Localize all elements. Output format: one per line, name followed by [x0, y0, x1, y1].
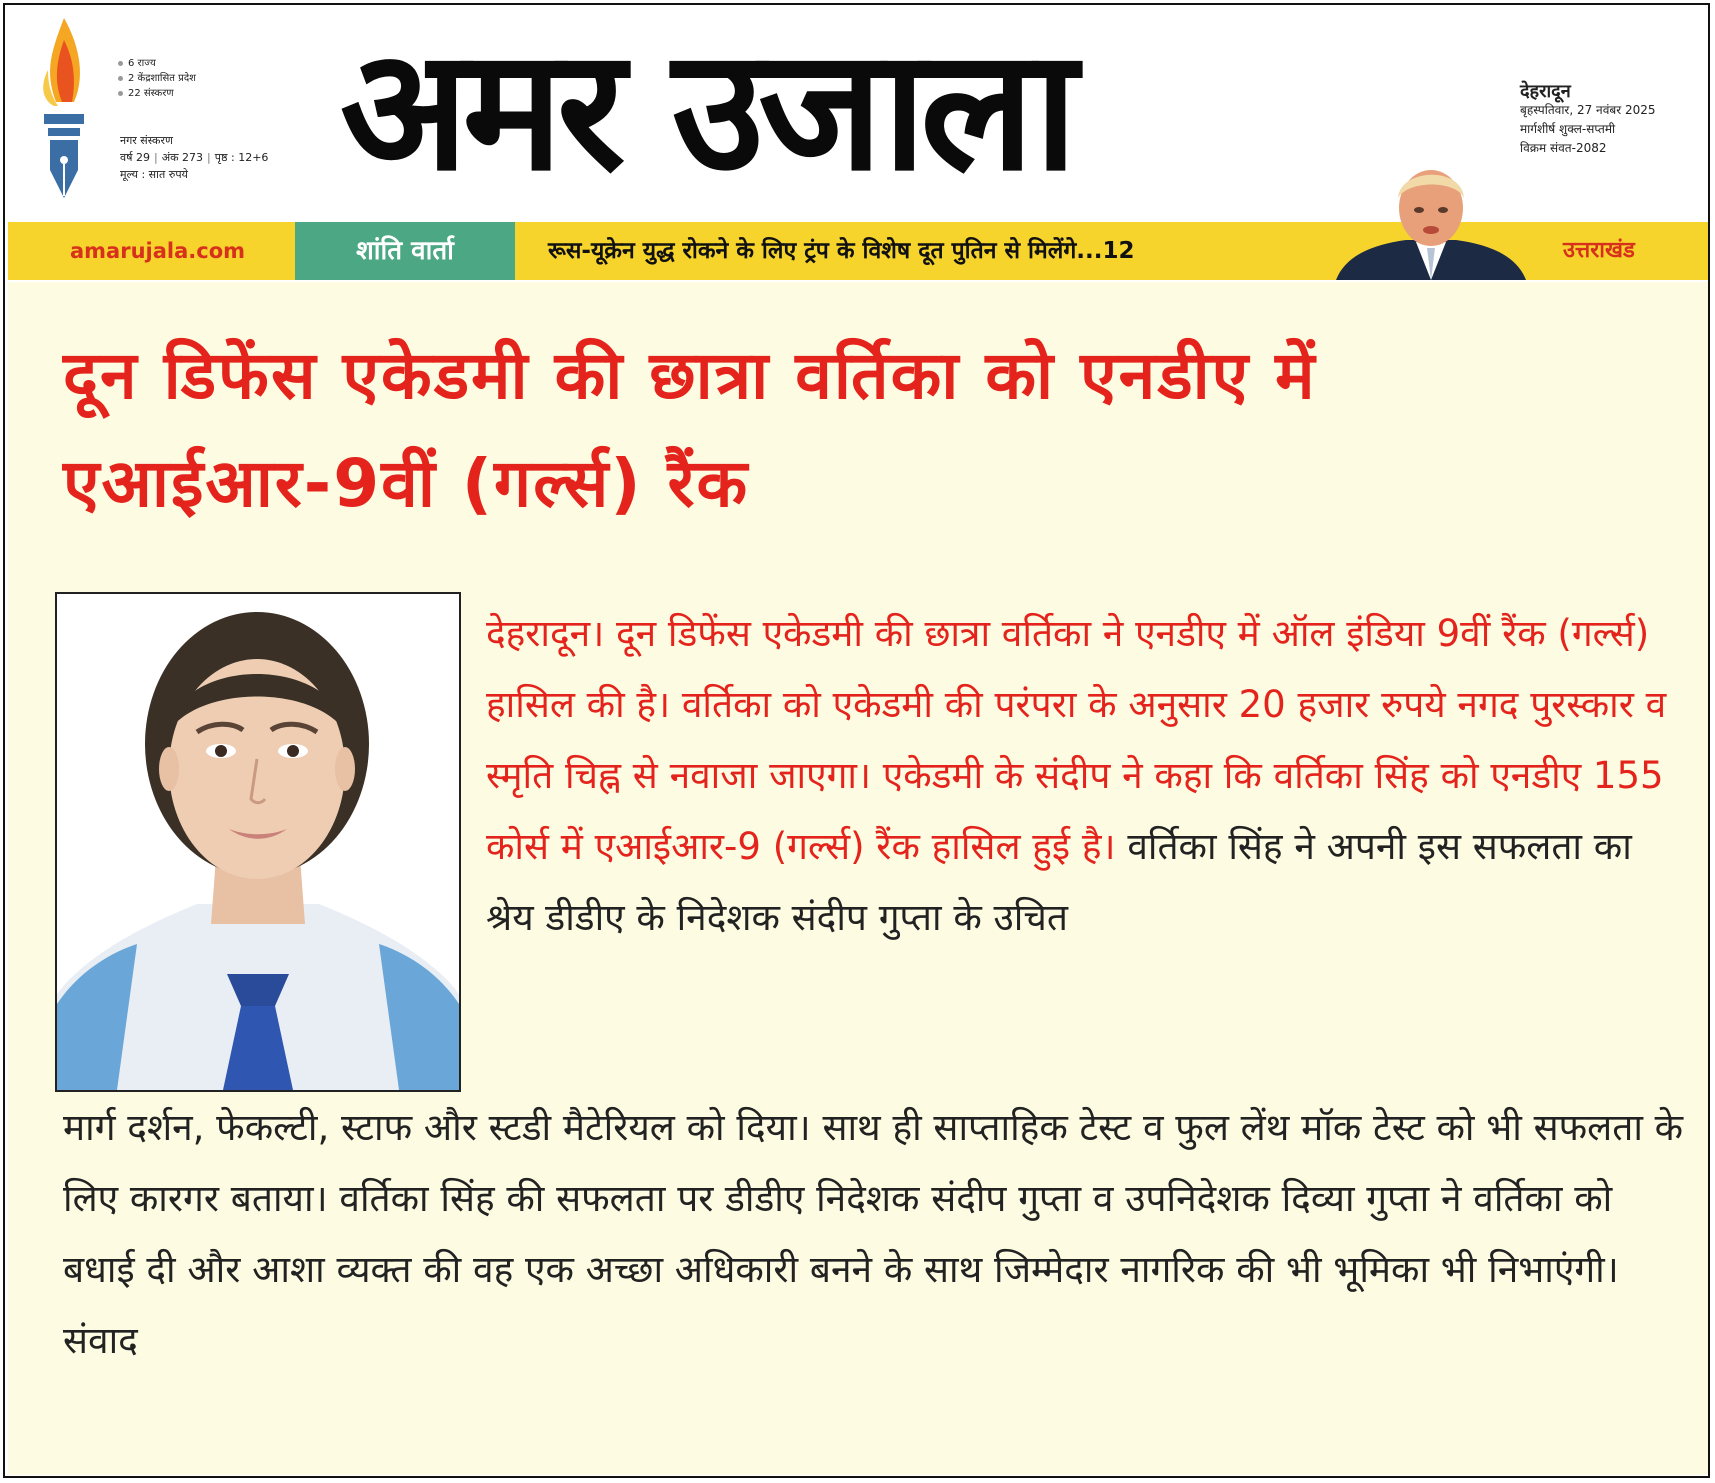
coverage-item: 2 केंद्रशासित प्रदेश: [128, 73, 196, 84]
city: देहरादून: [1520, 81, 1571, 102]
newspaper-title: अमर उजाला: [340, 12, 1072, 208]
dateline: [1520, 82, 1656, 158]
samvat: विक्रम संवत-2082: [1520, 141, 1607, 155]
article-body-bottom: मार्ग दर्शन, फेकल्टी, स्टाफ और स्टडी मैटेरियल को दिया। साथ ही साप्ताहिक टेस्ट व फुल लेंथ मॉक टेस्ट को भी सफलता के लिए कारगर बताया। वर्तिका सिंह की सफलता पर डीडीए निदेशक संदीप गुप्ता व उपनिदेशक दिव्या गुप्ता ने वर्तिका को बधाई दी और आशा व्यक्त की वह एक अच्छा अधिकारी बनने के साथ जिम्मेदार नागरिक की भी भूमिका भी निभाएंगी। संवाद: [63, 1106, 1684, 1362]
region-label: उत्तराखंड: [1563, 238, 1635, 263]
website-link[interactable]: amarujala.com: [70, 239, 246, 263]
issue: अंक 273: [161, 151, 204, 164]
price: मूल्य : सात रुपये: [120, 168, 188, 181]
article-headline: दून डिफेंस एकेडमी की छात्रा वर्तिका को एनडीए में एआईआर-9वीं (गर्ल्स) रैंक: [63, 337, 1317, 522]
news-strip: [8, 222, 1708, 280]
volume: वर्ष 29: [120, 151, 150, 164]
strip-headline[interactable]: रूस-यूक्रेन युद्ध रोकने के लिए ट्रंप के विशेष दूत पुतिन से मिलेंगे...12: [548, 238, 1135, 264]
student-portrait-image: [57, 594, 459, 1090]
edition-info: नगर संस्करण वर्ष 29 | अंक 273 | पृष्ठ : 12+6 मूल्य : सात रुपये: [120, 134, 269, 181]
coverage-item: 22 संस्करण: [128, 88, 174, 99]
article: [8, 282, 1708, 1475]
edition-label: नगर संस्करण: [120, 134, 173, 147]
hindu-month: मार्गशीर्ष शुक्ल-सप्तमी: [1520, 122, 1616, 136]
date: बृहस्पतिवार, 27 नवंबर 2025: [1520, 103, 1656, 117]
torch-logo-icon: [34, 10, 92, 210]
coverage-list: [118, 56, 196, 101]
body-black-text: वर्तिका सिंह ने अपनी इस सफलता का श्रेय डीडीए के निदेशक संदीप गुप्ता के उचित: [486, 825, 1632, 939]
portrait-thumbnail: [1336, 158, 1526, 280]
pages: पृष्ठ : 12+6: [214, 151, 269, 164]
article-body-top: [486, 598, 1686, 953]
coverage-item: 6 राज्य: [128, 58, 156, 69]
student-photo: [55, 592, 461, 1092]
strip-tag: शांति वार्ता: [295, 222, 515, 280]
body-red-text: देहरादून। दून डिफेंस एकेडमी की छात्रा वर्तिका ने एनडीए में ऑल इंडिया 9वीं रैंक (गर्ल्स) हासिल की है। वर्तिका को एकेडमी की परंपरा के अनुसार 20 हजार रुपये नगद पुरस्कार व स्मृति चिह्न से नवाजा जाएगा। एकेडमी के संदीप ने कहा कि वर्तिका सिंह को एनडीए 155 कोर्स में एआईआर-9 (गर्ल्स) रैंक हासिल हुई है।: [486, 612, 1667, 868]
